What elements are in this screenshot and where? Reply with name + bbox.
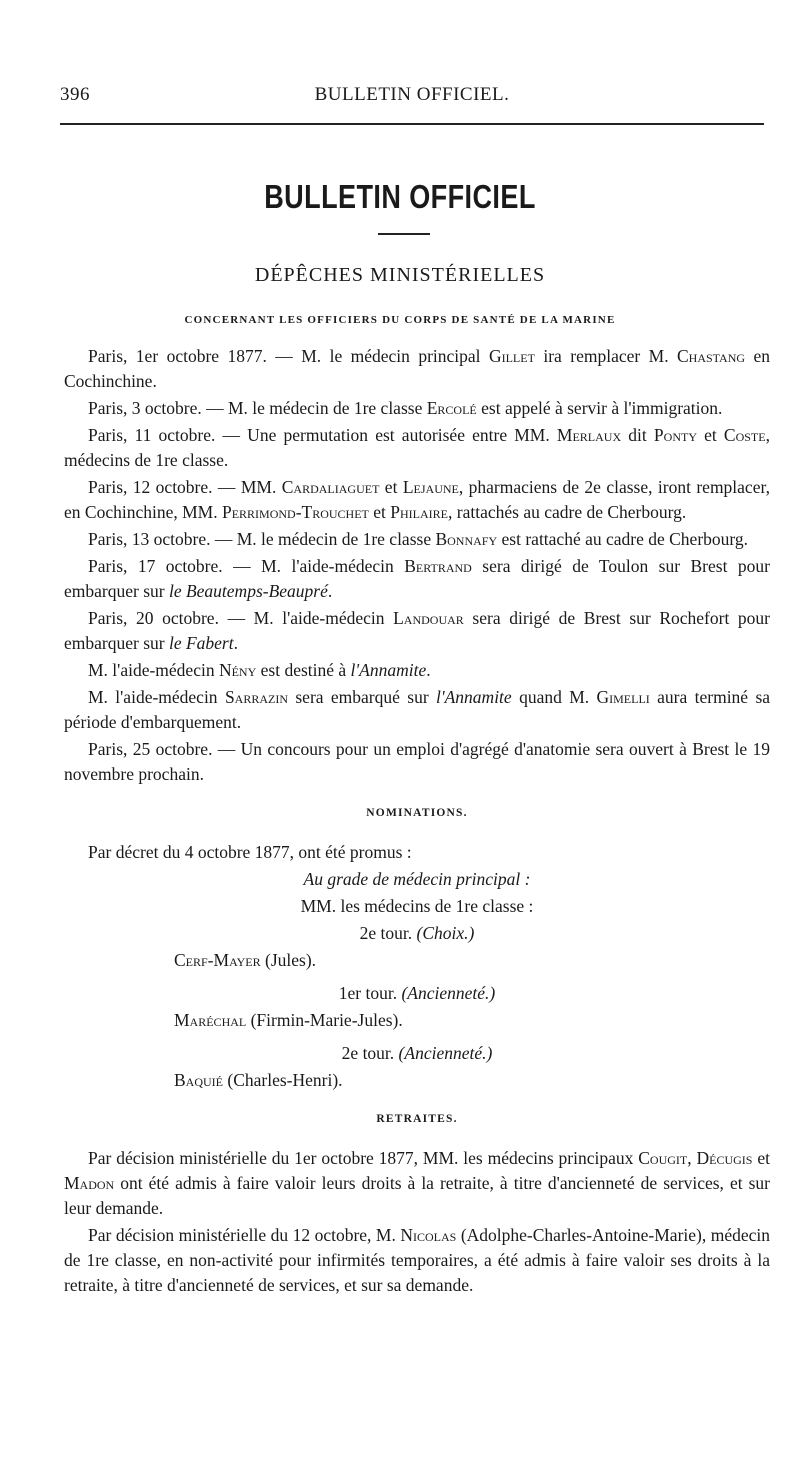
text: M. l'aide-médecin <box>88 687 225 707</box>
person-name: Chastang <box>677 346 746 366</box>
text: Paris, 20 octobre. — M. l'aide-médecin <box>88 608 394 628</box>
given-names: (Firmin-Marie-Jules). <box>246 1010 403 1030</box>
tour-label: 2e tour. <box>341 1043 399 1063</box>
text: , médecins de 1re classe. <box>64 425 770 470</box>
person-name: Nicolas <box>400 1225 457 1245</box>
person-name: Baquié <box>174 1070 223 1090</box>
text: est destiné à <box>256 660 351 680</box>
section-heading-nominations: NOMINATIONS. <box>366 807 468 819</box>
depeche-paragraph <box>64 606 770 656</box>
tour-mode: (Ancienneté.) <box>398 1043 493 1063</box>
person-name: Landouar <box>393 608 464 628</box>
text: et <box>368 502 391 522</box>
text: Paris, 17 octobre. — M. l'aide-médecin <box>88 556 405 576</box>
text: Par décision ministérielle du 1er octobre 1877, MM. les médecins principaux <box>88 1148 639 1168</box>
section-concern: CONCERNANT LES OFFICIERS DU CORPS DE SANTÉ DE LA MARINE <box>184 314 616 326</box>
text: est appelé à servir à l'immigration. <box>476 398 723 418</box>
depeche-paragraph <box>64 527 770 552</box>
tour-mode: (Ancienneté.) <box>401 983 496 1003</box>
text: Par décision ministérielle du 12 octobre, M. <box>88 1225 401 1245</box>
text: . <box>327 581 333 601</box>
text: ira remplacer M. <box>534 346 677 366</box>
person-name: Cardaliaguet <box>281 477 380 497</box>
retraite-paragraph <box>64 1146 770 1221</box>
nominations-intro: Par décret du 4 octobre 1877, ont été promus : <box>88 842 412 862</box>
text: (Adolphe-Charles-Antoine-Marie), médecin de 1re classe, en non-activité pour infirmités temporaires, a été admis à faire valoir ses droits à la retraite, à titre d'ancienneté de services, et sur sa demande. <box>64 1225 771 1295</box>
text: sera dirigé de Brest sur Rochefort pour embarquer sur <box>64 608 770 653</box>
running-title: BULLETIN OFFICIEL. <box>314 84 510 105</box>
main-title: BULLETIN OFFICIEL <box>264 178 536 215</box>
text: et <box>379 477 403 497</box>
text: M. l'aide-médecin <box>88 660 219 680</box>
person-name: Décugis <box>696 1148 753 1168</box>
person-name: Ercolé <box>426 398 477 418</box>
ship-name: le Beautemps-Beaupré <box>168 581 328 601</box>
header-rule <box>60 123 764 125</box>
person-name: Merlaux <box>556 425 622 445</box>
text: . <box>426 660 431 680</box>
person-name: Gillet <box>488 346 535 366</box>
ship-name: l'Annamite <box>350 660 427 680</box>
text: en Cochinchine. <box>64 346 770 391</box>
given-names: (Jules). <box>260 950 317 970</box>
depeche-paragraph <box>64 396 770 421</box>
person-name: Maréchal <box>174 1010 247 1030</box>
depeche-paragraph <box>64 685 770 735</box>
promotion-tour <box>64 921 770 946</box>
nominations-grade: Au grade de médecin principal : <box>303 869 531 889</box>
promotion-tour <box>64 1041 770 1066</box>
person-name: Bonnafy <box>435 529 498 549</box>
text: , <box>687 1148 697 1168</box>
depeche-paragraph <box>64 554 770 604</box>
text: , pharmaciens de 2e classe, iront remplacer, en Cochinchine, MM. <box>64 477 770 522</box>
depeche-paragraph <box>64 423 770 473</box>
depeche-paragraph <box>64 475 770 525</box>
section-heading-retraites: RETRAITES. <box>376 1113 458 1125</box>
promoted-person <box>64 948 770 973</box>
person-name: Lejaune <box>402 477 459 497</box>
text: Paris, 12 octobre. — MM. <box>88 477 282 497</box>
depeche-paragraph <box>64 658 770 683</box>
ship-name: le Fabert <box>168 633 234 653</box>
text: dit <box>621 425 654 445</box>
title-rule <box>378 233 430 235</box>
text: Paris, 13 octobre. — M. le médecin de 1re classe <box>88 529 436 549</box>
depeche-paragraph <box>64 737 770 787</box>
given-names: (Charles-Henri). <box>223 1070 343 1090</box>
text: et <box>696 425 724 445</box>
text: sera embarqué sur <box>288 687 437 707</box>
person-name: Cougit <box>638 1148 688 1168</box>
person-name: Coste <box>723 425 766 445</box>
document-body <box>64 344 770 1300</box>
text: Paris, 25 octobre. — Un concours pour un emploi d'agrégé d'anatomie sera ouvert à Brest le 19 novembre prochain. <box>64 739 770 784</box>
depeche-paragraph <box>64 344 770 394</box>
text: ont été admis à faire valoir leurs droits à la retraite, à titre d'ancienneté de services, et sur leur demande. <box>64 1173 770 1218</box>
person-name: Nény <box>218 660 257 680</box>
text: Paris, 1er octobre 1877. — M. le médecin principal <box>88 346 489 366</box>
person-name: Sarrazin <box>224 687 289 707</box>
text: , rattachés au cadre de Cherbourg. <box>448 502 687 522</box>
text: . <box>233 633 238 653</box>
tour-label: 2e tour. <box>359 923 417 943</box>
person-name: Madon <box>64 1173 115 1193</box>
section-subtitle: DÉPÊCHES MINISTÉRIELLES <box>254 264 546 286</box>
text: quand M. <box>511 687 597 707</box>
nominations-mm: MM. les médecins de 1re classe : <box>300 896 534 916</box>
person-name: Cerf-Mayer <box>174 950 261 970</box>
promoted-person <box>64 1008 770 1033</box>
retraite-paragraph <box>64 1223 770 1298</box>
ship-name: l'Annamite <box>436 687 512 707</box>
promotion-tour <box>64 981 770 1006</box>
person-name: Gimelli <box>596 687 650 707</box>
tour-label: 1er tour. <box>338 983 402 1003</box>
person-name: Bertrand <box>404 556 472 576</box>
text: sera dirigé de Toulon sur Brest pour embarquer sur <box>64 556 770 601</box>
text: Paris, 3 octobre. — M. le médecin de 1re classe <box>88 398 427 418</box>
person-name: Perrimond-Trouchet <box>221 502 369 522</box>
text: Paris, 11 octobre. — Une permutation est autorisée entre MM. <box>88 425 557 445</box>
promoted-person <box>64 1068 770 1093</box>
text: est rattaché au cadre de Cherbourg. <box>497 529 749 549</box>
page-number: 396 <box>60 84 90 105</box>
tour-mode: (Choix.) <box>416 923 475 943</box>
text: aura terminé sa période d'embarquement. <box>64 687 771 732</box>
person-name: Philaire <box>390 502 449 522</box>
person-name: Ponty <box>653 425 697 445</box>
text: et <box>752 1148 770 1168</box>
